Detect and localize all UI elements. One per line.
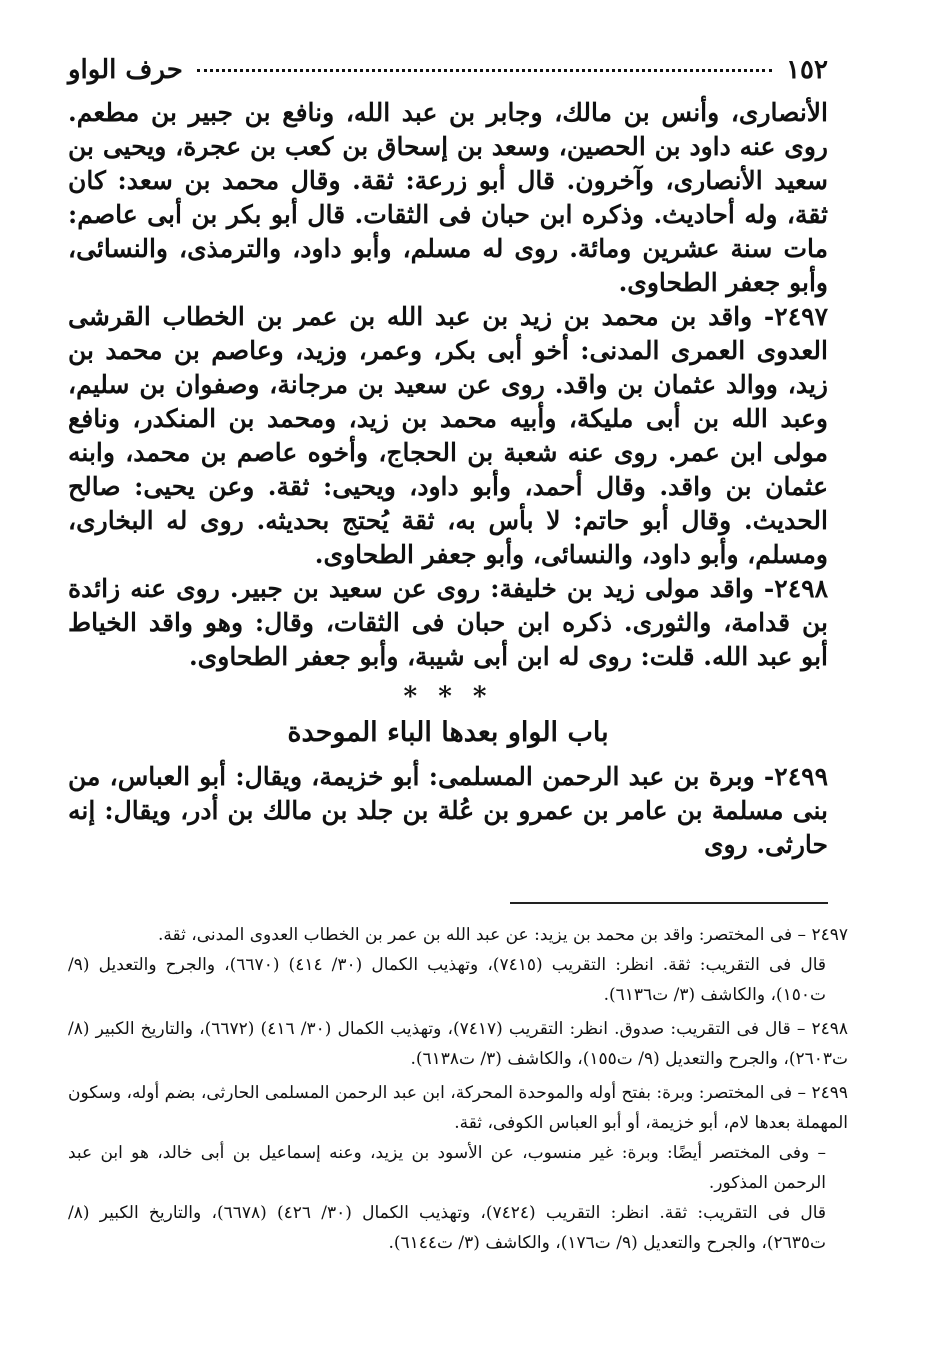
section-separator: * * * <box>403 682 493 712</box>
main-text <box>68 96 828 862</box>
footnote-2499-references: قال فى التقريب: ثقة. انظر: التقريب (٧٤٢٤)، وتهذيب الكمال (٣٠/ ٤٢٦) (٦٦٧٨)، والتاريخ الكبير (٨/ ت٢٦٣٥)، والجرح والتعديل (٩/ ت١٧٦)، والكاشف (٣/ ت٦١٤٤). <box>68 1203 826 1253</box>
footnote-2497-summary: ٢٤٩٧ – فى المختصر: واقد بن محمد بن يزيد: عن عبد الله بن عمر بن الخطاب العدوى المدنى، ثقة. <box>158 925 848 945</box>
header-dotted-leader <box>197 69 772 72</box>
footnote-2497 <box>68 920 848 1010</box>
entry-2498: ٢٤٩٨- واقد مولى زيد بن خليفة: روى عن سعيد بن جبير. روى عنه زائدة بن قدامة، والثورى. ذكره ابن حبان فى الثقات، وقال: وهو واقد الخياط أبو عبد الله. قلت: روى له ابن أبى شيبة، وأبو جعفر الطحاوى. <box>68 574 828 671</box>
paragraph-continuation: الأنصارى، وأنس بن مالك، وجابر بن عبد الله، ونافع بن جبير بن مطعم. روى عنه داود بن الحصين، وسعد بن إسحاق بن كعب بن عجرة، ويحيى بن سعيد الأنصارى، وآخرون. قال أبو زرعة: ثقة. وقال محمد بن سعد: كان ثقة، وله أحاديث. وذكره ابن حبان فى الثقات. قال أبو بكر بن أبى عاصم: مات سنة عشرين ومائة. روى له مسلم، وأبو داود، والترمذى، والنسائى، وأبو جعفر الطحاوى. <box>68 98 828 297</box>
footnote-2498 <box>68 1014 848 1074</box>
running-section-name: حرف الواو <box>68 55 183 85</box>
entry-2497: ٢٤٩٧- واقد بن محمد بن زيد بن عبد الله بن عمر بن الخطاب القرشى العدوى العمرى المدنى: أخو أبى بكر، وعمر، وزيد، وعاصم بن محمد بن زيد، ووالد عثمان بن واقد. روى عن سعيد بن مرجانة، وصفوان بن سليم، وعبد الله بن أبى مليكة، وأبيه محمد بن زيد، ومحمد بن المنكدر، ونافع مولى ابن عمر. روى عنه شعبة بن الحجاج، وأخوه عاصم بن محمد، وابنه عثمان بن واقد. وقال أحمد، وأبو داود، ويحيى: ثقة. وعن يحيى: صالح الحديث. وقال أبو حاتم: لا بأس به، ثقة يُحتج بحديثه. روى له البخارى، ومسلم، وأبو داود، والنسائى، وأبو جعفر الطحاوى. <box>68 302 828 569</box>
section-heading: باب الواو بعدها الباء الموحدة <box>287 717 609 748</box>
running-header <box>68 50 828 90</box>
footnote-2499-alternate: – وفى المختصر أيضًا: وبرة: غير منسوب، عن الأسود بن يزيد، وعنه إسماعيل بن أبى خالد، هو ابن عبد الرحمن المذكور. <box>68 1143 826 1193</box>
footnote-2497-references: قال فى التقريب: ثقة. انظر: التقريب (٧٤١٥)، وتهذيب الكمال (٣٠/ ٤١٤) (٦٦٧٠)، والجرح والتعديل (٩/ ت١٥٠)، والكاشف (٣/ ت٦١٣٦). <box>68 955 827 1005</box>
entry-2499: ٢٤٩٩- وبرة بن عبد الرحمن المسلمى: أبو خزيمة، ويقال: أبو العباس، من بنى مسلمة بن عامر بن عمرو بن عُلة بن جلد بن مالك بن أدر، ويقال: إنه حارثى. روى <box>68 762 828 859</box>
page-number: ١٥٢ <box>786 55 828 85</box>
footnote-2499-summary: ٢٤٩٩ – فى المختصر: وبرة: بفتح أوله والموحدة المحركة، ابن عبد الرحمن المسلمى الحارثى، بضم أوله، وسكون المهملة بعدها لام، أبو خزيمة، أو أبو العباس الكوفى، ثقة. <box>68 1083 848 1133</box>
footnote-2499 <box>68 1078 848 1258</box>
footnote-2498-references: ٢٤٩٨ – قال فى التقريب: صدوق. انظر: التقريب (٧٤١٧)، وتهذيب الكمال (٣٠/ ٤١٦) (٦٦٧٢)، والتاريخ الكبير (٨/ ت٢٦٠٣)، والجرح والتعديل (٩/ ت١٥٥)، والكاشف (٣/ ت٦١٣٨). <box>68 1019 848 1069</box>
footnote-divider <box>510 902 828 904</box>
footnotes <box>68 920 848 1262</box>
